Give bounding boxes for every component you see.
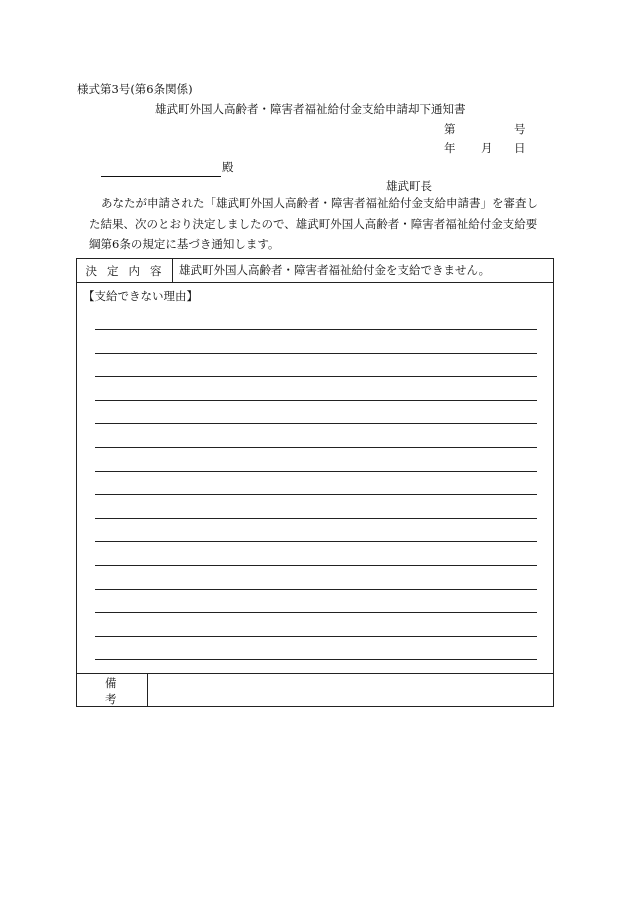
body-text-line: た結果、次のとおり決定しましたので、雄武町外国人高齢者・障害者福祉給付金支給要 <box>89 217 538 231</box>
reason-writing-line <box>95 612 537 613</box>
reason-writing-line <box>95 423 537 424</box>
reason-writing-line <box>95 353 537 354</box>
date-month-label: 月 <box>481 141 493 155</box>
document-title: 雄武町外国人高齢者・障害者福祉給付金支給申請却下通知書 <box>155 102 466 116</box>
addressee-honorific: 殿 <box>222 160 234 174</box>
reason-writing-line <box>95 471 537 472</box>
decision-label: 決定内容 <box>77 259 173 282</box>
document-number-prefix: 第 <box>444 122 456 136</box>
reason-writing-line <box>95 636 537 637</box>
form-number: 様式第3号(第6条関係) <box>77 82 193 96</box>
decision-row <box>77 259 553 283</box>
decision-table <box>76 258 554 707</box>
reason-writing-line <box>95 400 537 401</box>
reason-label: 【支給できない理由】 <box>83 289 198 303</box>
date-day-label: 日 <box>514 141 526 155</box>
reason-writing-line <box>95 589 537 590</box>
body-text-line: あなたが申請された「雄武町外国人高齢者・障害者福祉給付金支給申請書」を審査し <box>101 196 538 210</box>
reason-writing-line <box>95 376 537 377</box>
reason-writing-line <box>95 565 537 566</box>
remarks-label: 備考 <box>77 674 148 707</box>
reason-writing-line <box>95 659 537 660</box>
issuer-name: 雄武町長 <box>386 179 432 193</box>
document-number-suffix: 号 <box>514 122 526 136</box>
reason-writing-line <box>95 518 537 519</box>
reason-writing-line <box>95 447 537 448</box>
remarks-row <box>77 673 553 707</box>
addressee-blank-line <box>101 176 221 177</box>
reason-writing-line <box>95 329 537 330</box>
body-text-line: 綱第6条の規定に基づき通知します。 <box>89 237 280 251</box>
decision-value: 雄武町外国人高齢者・障害者福祉給付金を支給できません。 <box>179 263 491 277</box>
reason-writing-line <box>95 541 537 542</box>
date-year-label: 年 <box>444 141 456 155</box>
reason-writing-line <box>95 494 537 495</box>
